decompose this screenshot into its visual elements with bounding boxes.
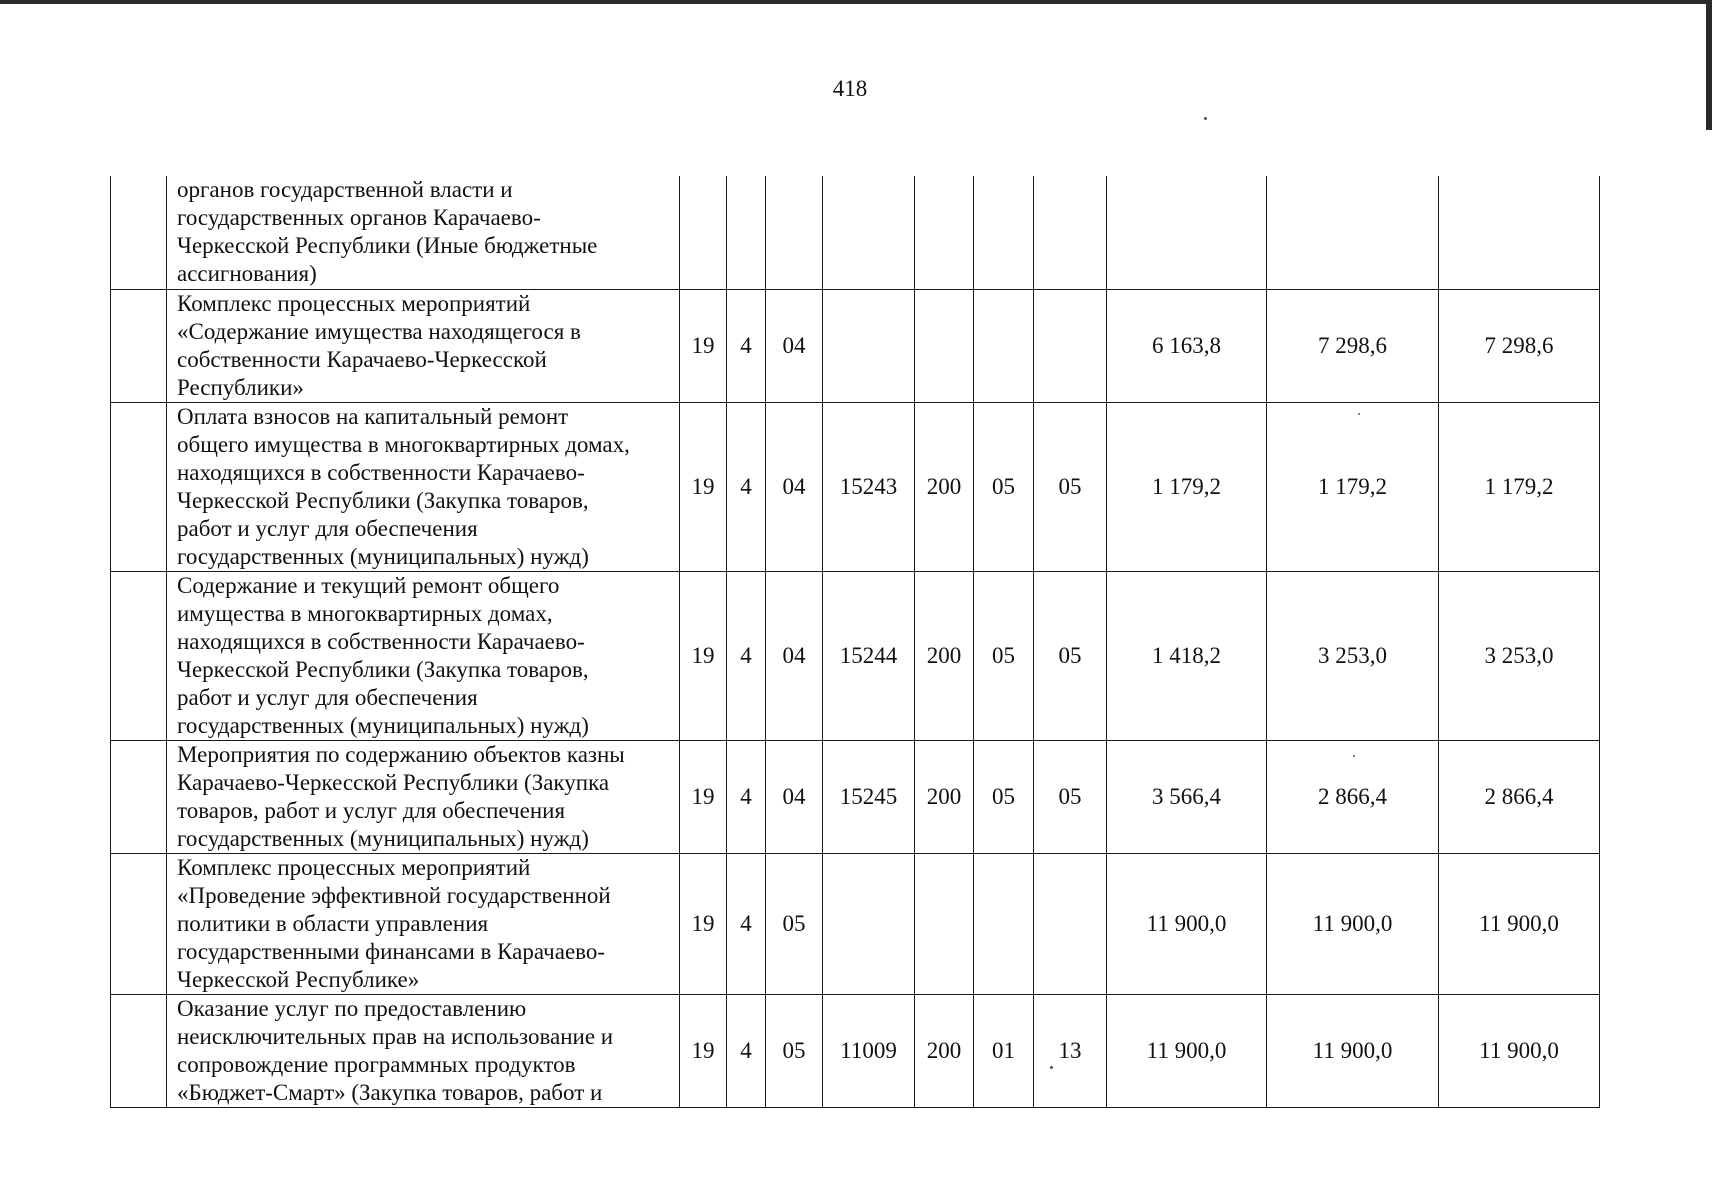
- table-row: [111, 571, 1600, 740]
- code-cell-6: 05: [974, 571, 1034, 740]
- code-cell-4: 11009: [823, 994, 915, 1107]
- amount-cell-1: 11 900,0: [1107, 994, 1267, 1107]
- code-cell-2: [727, 176, 766, 289]
- code-cell-7: 13: [1034, 994, 1107, 1107]
- code-cell-2: 4: [727, 289, 766, 402]
- code-cell-2: 4: [727, 994, 766, 1107]
- amount-cell-2: 7 298,6: [1267, 289, 1439, 402]
- table-row: [111, 853, 1600, 994]
- amount-cell-2: 11 900,0: [1267, 994, 1439, 1107]
- code-cell-6: [974, 289, 1034, 402]
- code-cell-5: 200: [915, 571, 974, 740]
- table-row: [111, 289, 1600, 402]
- code-cell-1: 19: [680, 853, 727, 994]
- amount-cell-1: 1 418,2: [1107, 571, 1267, 740]
- row-name-cell: Содержание и текущий ремонт общего имущества в многоквартирных домах, находящихся в собственности Карачаево- Черкесской Республики (Закупка товаров, работ и услуг для обеспечения государственных (муниципальных) нужд): [167, 571, 680, 740]
- code-cell-4: 15243: [823, 402, 915, 571]
- code-cell-5: 200: [915, 402, 974, 571]
- code-cell-7: [1034, 176, 1107, 289]
- code-cell-3: 04: [766, 289, 823, 402]
- row-name-cell: Комплекс процессных мероприятий «Содержание имущества находящегося в собственности Карачаево-Черкесской Республики»: [167, 289, 680, 402]
- code-cell-3: 05: [766, 853, 823, 994]
- row-index-cell: [111, 176, 167, 289]
- code-cell-5: [915, 853, 974, 994]
- row-index-cell: [111, 994, 167, 1107]
- scan-edge-top: [0, 0, 1712, 4]
- scan-edge-right: [1706, 0, 1712, 130]
- code-cell-1: [680, 176, 727, 289]
- code-cell-6: [974, 176, 1034, 289]
- row-index-cell: [111, 402, 167, 571]
- row-index-cell: [111, 853, 167, 994]
- row-index-cell: [111, 289, 167, 402]
- code-cell-3: 04: [766, 571, 823, 740]
- code-cell-4: 15245: [823, 740, 915, 853]
- code-cell-7: 05: [1034, 571, 1107, 740]
- code-cell-4: 15244: [823, 571, 915, 740]
- amount-cell-1: 11 900,0: [1107, 853, 1267, 994]
- row-index-cell: [111, 571, 167, 740]
- page-number: 418: [832, 76, 868, 101]
- amount-cell-1: 3 566,4: [1107, 740, 1267, 853]
- row-name-cell: органов государственной власти и государственных органов Карачаево- Черкесской Республики (Иные бюджетные ассигнования): [167, 176, 680, 289]
- code-cell-3: 04: [766, 402, 823, 571]
- amount-cell-2: 3 253,0: [1267, 571, 1439, 740]
- code-cell-5: 200: [915, 740, 974, 853]
- code-cell-1: 19: [680, 289, 727, 402]
- amount-cell-3: 3 253,0: [1439, 571, 1600, 740]
- code-cell-7: [1034, 853, 1107, 994]
- code-cell-2: 4: [727, 853, 766, 994]
- code-cell-4: [823, 853, 915, 994]
- code-cell-5: [915, 176, 974, 289]
- code-cell-1: 19: [680, 571, 727, 740]
- budget-table: [110, 176, 1600, 1108]
- code-cell-7: 05: [1034, 740, 1107, 853]
- code-cell-1: 19: [680, 402, 727, 571]
- code-cell-2: 4: [727, 571, 766, 740]
- row-index-cell: [111, 740, 167, 853]
- amount-cell-3: [1439, 176, 1600, 289]
- scan-speck: [1204, 117, 1207, 120]
- table-row: [111, 176, 1600, 289]
- amount-cell-2: 2 866,4: [1267, 740, 1439, 853]
- amount-cell-3: 11 900,0: [1439, 994, 1600, 1107]
- amount-cell-2: [1267, 176, 1439, 289]
- table-row: [111, 402, 1600, 571]
- code-cell-2: 4: [727, 740, 766, 853]
- row-name-cell: Комплекс процессных мероприятий «Проведение эффективной государственной политики в области управления государственными финансами в Карачаево- Черкесской Республике»: [167, 853, 680, 994]
- code-cell-1: 19: [680, 740, 727, 853]
- row-name-cell: Оказание услуг по предоставлению неисключительных прав на использование и сопровождение программных продуктов «Бюджет-Смарт» (Закупка товаров, работ и: [167, 994, 680, 1107]
- code-cell-6: [974, 853, 1034, 994]
- table-row: [111, 740, 1600, 853]
- code-cell-4: [823, 289, 915, 402]
- code-cell-3: 05: [766, 994, 823, 1107]
- amount-cell-1: 1 179,2: [1107, 402, 1267, 571]
- code-cell-6: 05: [974, 740, 1034, 853]
- amount-cell-2: 1 179,2: [1267, 402, 1439, 571]
- row-name-cell: Мероприятия по содержанию объектов казны Карачаево-Черкесской Республики (Закупка товаров, работ и услуг для обеспечения государственных (муниципальных) нужд): [167, 740, 680, 853]
- amount-cell-2: 11 900,0: [1267, 853, 1439, 994]
- amount-cell-3: 11 900,0: [1439, 853, 1600, 994]
- code-cell-1: 19: [680, 994, 727, 1107]
- code-cell-2: 4: [727, 402, 766, 571]
- row-name-cell: Оплата взносов на капитальный ремонт общего имущества в многоквартирных домах, находящихся в собственности Карачаево- Черкесской Республики (Закупка товаров, работ и услуг для обеспечения государственных (муниципальных) нужд): [167, 402, 680, 571]
- code-cell-5: 200: [915, 994, 974, 1107]
- code-cell-7: [1034, 289, 1107, 402]
- code-cell-3: [766, 176, 823, 289]
- code-cell-3: 04: [766, 740, 823, 853]
- amount-cell-1: [1107, 176, 1267, 289]
- table-row: [111, 994, 1600, 1107]
- code-cell-7: 05: [1034, 402, 1107, 571]
- amount-cell-3: 7 298,6: [1439, 289, 1600, 402]
- amount-cell-1: 6 163,8: [1107, 289, 1267, 402]
- amount-cell-3: 2 866,4: [1439, 740, 1600, 853]
- code-cell-4: [823, 176, 915, 289]
- code-cell-6: 05: [974, 402, 1034, 571]
- code-cell-6: 01: [974, 994, 1034, 1107]
- amount-cell-3: 1 179,2: [1439, 402, 1600, 571]
- code-cell-5: [915, 289, 974, 402]
